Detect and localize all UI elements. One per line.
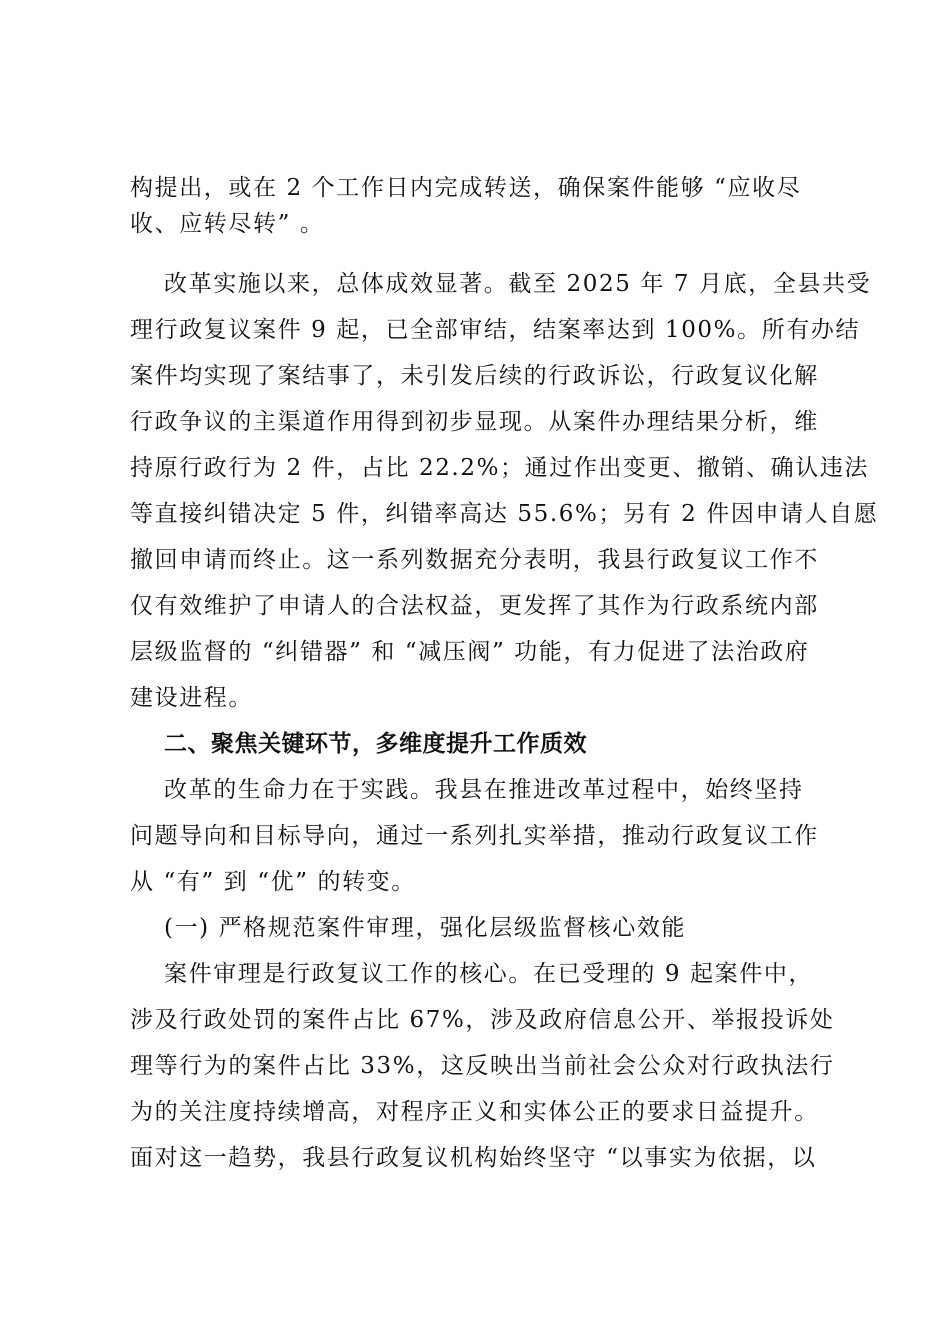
paragraph-line: 层级监督的 “纠错器” 和 “减压阀” 功能，有力促进了法治政府 <box>130 639 810 665</box>
paragraph-line: 撤回申请而终止。这一系列数据充分表明，我县行政复议工作不 <box>130 547 819 573</box>
paragraph-line: 问题导向和目标导向，通过一系列扎实举措，推动行政复议工作 <box>130 823 819 849</box>
paragraph-line: 改革实施以来，总体成效显著。截至 2025 年 7 月底，全县共受 <box>164 271 872 297</box>
paragraph-line: 案件审理是行政复议工作的核心。在已受理的 9 起案件中， <box>164 961 814 987</box>
paragraph-line: 持原行政行为 2 件，占比 22.2%；通过作出变更、撤销、确认违法 <box>130 455 870 481</box>
paragraph-line: 改革的生命力在于实践。我县在推进改革过程中，始终坚持 <box>164 777 804 803</box>
section-heading: 二、聚焦关键环节，多维度提升工作质效 <box>164 731 587 757</box>
paragraph-line: 为的关注度持续增高，对程序正义和实体公正的要求日益提升。 <box>130 1099 819 1125</box>
paragraph-line: 等直接纠错决定 5 件，纠错率高达 55.6%；另有 2 件因申请人自愿 <box>130 501 879 527</box>
paragraph-line: 仅有效维护了申请人的合法权益，更发挥了其作为行政系统内部 <box>130 593 819 619</box>
paragraph-line: 行政争议的主渠道作用得到初步显现。从案件办理结果分析，维 <box>130 409 819 435</box>
paragraph-line: 理行政复议案件 9 起，已全部审结，结案率达到 100%。所有办结 <box>130 317 861 343</box>
paragraph-line: 建设进程。 <box>130 685 253 711</box>
paragraph-line: 从 “有” 到 “优” 的转变。 <box>130 869 416 895</box>
paragraph-line: 案件均实现了案结事了，未引发后续的行政诉讼，行政复议化解 <box>130 363 819 389</box>
paragraph-line: 涉及行政处罚的案件占比 67%，涉及政府信息公开、举报投诉处 <box>130 1007 835 1033</box>
paragraph-line: 收、应转尽转” 。 <box>130 211 325 237</box>
subsection-heading: (一) 严格规范案件审理，强化层级监督核心效能 <box>164 915 687 941</box>
paragraph-line: 构提出，或在 2 个工作日内完成转送，确保案件能够 “应收尽 <box>130 175 802 201</box>
paragraph-line: 理等行为的案件占比 33%，这反映出当前社会公众对行政执法行 <box>130 1053 835 1079</box>
paragraph-line: 面对这一趋势，我县行政复议机构始终坚守 “以事实为依据，以 <box>130 1145 817 1171</box>
